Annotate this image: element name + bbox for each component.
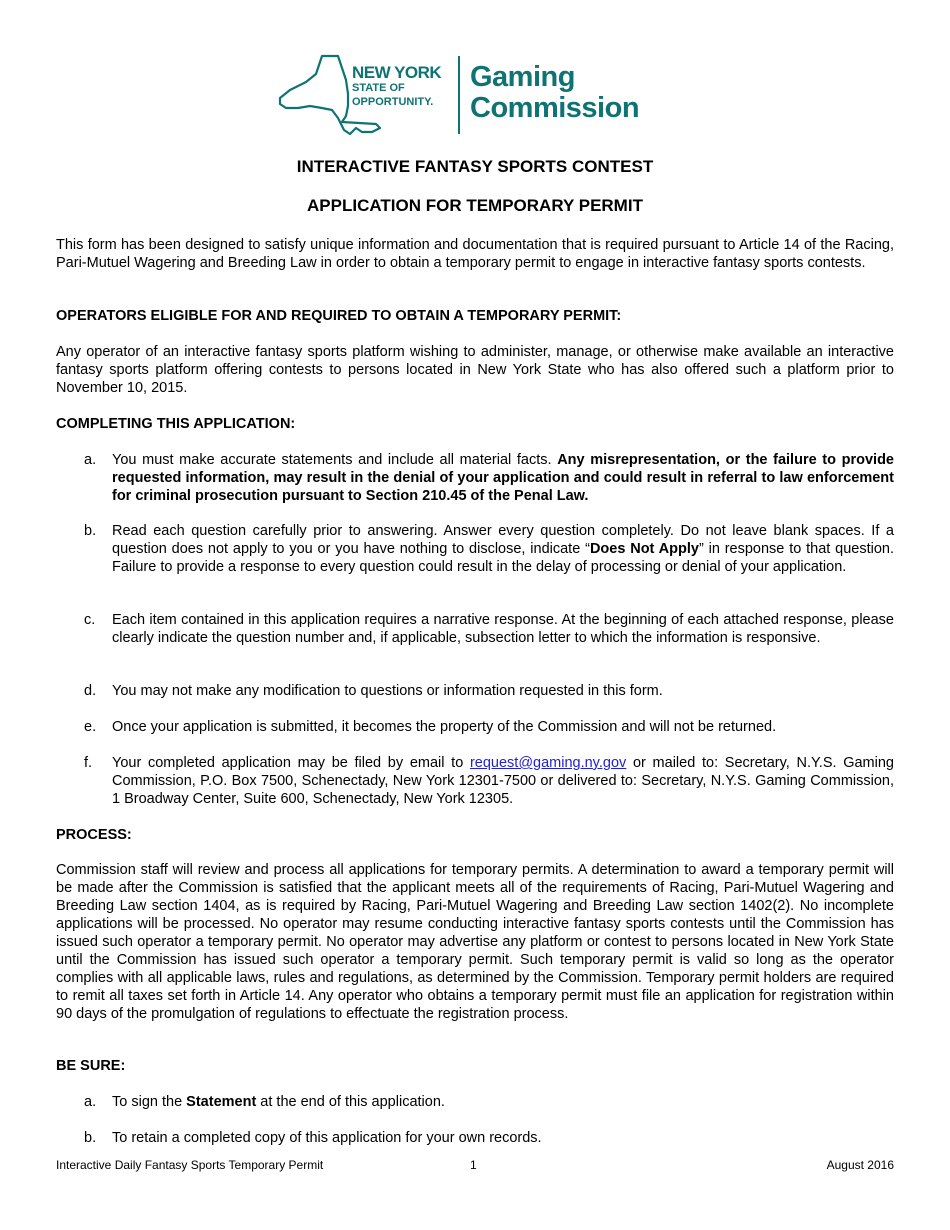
statement-text: Statement: [186, 1094, 257, 1110]
logo-agency-line2: Commission: [470, 92, 640, 124]
completing-item-c: c. Each item contained in this application requires a narrative response. At the beginning of each attached response, please clearly indicate the question number and, if applicable, subsection letter to which the information is responsive.: [84, 612, 894, 646]
be-sure-item-a: a. To sign the Statement at the end of this application.: [84, 1094, 445, 1110]
page-subtitle: APPLICATION FOR TEMPORARY PERMIT: [307, 196, 643, 215]
page-title: INTERACTIVE FANTASY SPORTS CONTEST: [296, 157, 654, 176]
logo-state-line1: NEW YORK: [352, 63, 442, 82]
process-heading: PROCESS:: [56, 827, 132, 843]
completing-item-a: a. You must make accurate statements and include all material facts. Any misrepresentation, or the failure to provide requested information, may result in the denial of your application and could result in referral to law enforcement for criminal prosecution pursuant to Section 210.45 of the Penal Law.: [84, 452, 894, 504]
be-sure-heading: BE SURE:: [56, 1058, 126, 1074]
item-letter: b.: [84, 523, 97, 539]
item-letter: f.: [84, 755, 93, 771]
item-letter: e.: [84, 719, 97, 735]
logo-state-line2: STATE OF: [352, 82, 405, 94]
warning-text: Any misrepresentation, or the failure to provide requested information, may result in the denial of your application and could result in referral to law enforcement for criminal prosecution pursuant to Section 210.45 of the Penal Law.: [112, 452, 894, 504]
completing-item-b: b. Read each question carefully prior to answering. Answer every question completely. Do not leave blank spaces. If a question does not apply to you or you have nothing to disclose, indicate “Does Not Apply” in response to that question. Failure to provide a response to every question could result in the delay of processing or denial of your application.: [84, 523, 894, 575]
logo-agency-line1: Gaming: [470, 61, 575, 93]
completing-item-d: d. You may not make any modification to questions or information requested in this form.: [84, 683, 663, 699]
logo-state-line3: OPPORTUNITY.: [352, 96, 434, 108]
gaming-commission-logo: [276, 54, 646, 138]
item-letter: c.: [84, 612, 96, 628]
process-paragraph: Commission staff will review and process all applications for temporary permits. A determination to award a temporary permit will be made after the Commission is satisfied that the applicant meets all of the requirements of Racing, Pari-Mutuel Wagering and Breeding Law section 1404, as is required by Racing, Pari-Mutuel Wagering and Breeding Law section 1402(2). No incomplete applications will be processed. No operator may resume conducting interactive fantasy sports contests until the Commission has issued such operator a temporary permit. No operator may advertise any platform or contest to persons located in New York State until the Commission has issued such operator a temporary permit. Such temporary permit is valid so long as the operator complies with all applicable laws, rules and regulations, as determined by the Commission. Temporary permit holders are required to remit all taxes set forth in Article 14. Any operator who obtains a temporary permit must file an application for registration within 90 days of the promulgation of regulations to effectuate the registration process.: [56, 862, 894, 1022]
completing-item-e: e. Once your application is submitted, it becomes the property of the Commission and will not be returned.: [84, 719, 777, 735]
completing-item-f: f. Your completed application may be filed by email to request@gaming.ny.gov or mailed to: Secretary, N.Y.S. Gaming Commission, P.O. Box 7500, Schenectady, New York 12301-7500 or delivered to: Secretary, N.Y.S. Gaming Commission, 1 Broadway Center, Suite 600, Schenectady, New York 12305.: [84, 755, 894, 807]
footer-page-number: 1: [470, 1158, 477, 1172]
be-sure-item-b: b. To retain a completed copy of this application for your own records.: [84, 1130, 542, 1146]
does-not-apply-text: Does Not Apply: [589, 541, 699, 557]
eligible-paragraph: Any operator of an interactive fantasy sports platform wishing to administer, manage, or otherwise make available an interactive fantasy sports platform offering contests to persons located in New York State who has also offered such a platform prior to November 10, 2015.: [56, 344, 894, 396]
completing-heading: COMPLETING THIS APPLICATION:: [56, 416, 296, 432]
item-letter: a.: [84, 1094, 97, 1110]
footer-date: August 2016: [826, 1158, 894, 1172]
intro-paragraph: This form has been designed to satisfy unique information and documentation that is required pursuant to Article 14 of the Racing, Pari-Mutuel Wagering and Breeding Law in order to obtain a temporary permit to engage in interactive fantasy sports contests.: [56, 237, 894, 271]
item-letter: a.: [84, 452, 97, 468]
item-letter: b.: [84, 1130, 97, 1146]
eligible-heading: OPERATORS ELIGIBLE FOR AND REQUIRED TO OBTAIN A TEMPORARY PERMIT:: [56, 308, 622, 324]
email-link[interactable]: request@gaming.ny.gov: [469, 755, 627, 771]
item-letter: d.: [84, 683, 97, 699]
footer-left: Interactive Daily Fantasy Sports Temporary Permit: [56, 1158, 324, 1172]
